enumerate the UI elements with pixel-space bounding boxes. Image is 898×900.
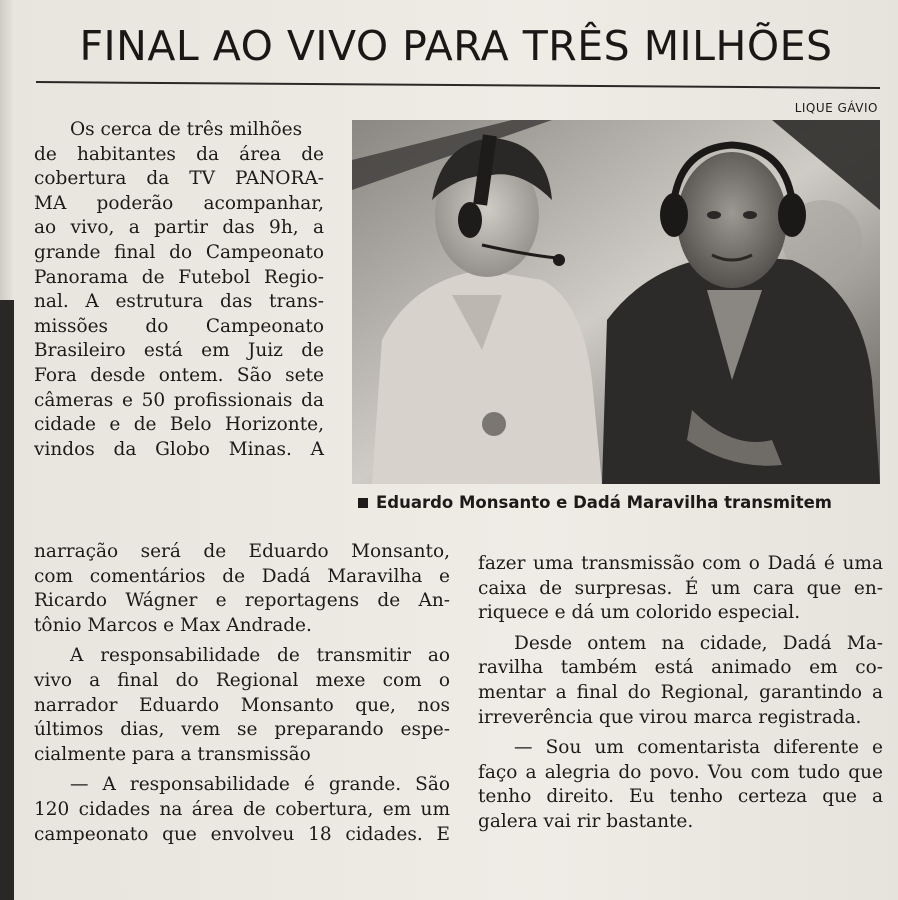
text-line: cobertura da TV PANORA- xyxy=(34,168,324,190)
text-line: Desde ontem na cidade, Dadá Ma- xyxy=(514,632,883,654)
article-column-2 xyxy=(478,552,883,835)
text-line: — Sou um comentarista diferente e xyxy=(514,737,883,759)
text-line: campeonato que envolveu 18 cidades. E xyxy=(34,823,450,845)
text-line: de habitantes da área de xyxy=(34,143,324,165)
text-line: vindos da Globo Minas. A xyxy=(34,438,324,460)
text-line: irreverência que virou marca registrada. xyxy=(478,706,862,728)
text-line: narração será de Eduardo Monsanto, xyxy=(34,541,450,562)
text-line: galera vai rir bastante. xyxy=(478,810,694,832)
text-line: fazer uma transmissão com o Dadá é uma xyxy=(478,553,883,574)
article-column-1-continued xyxy=(34,540,450,847)
caption-text: Eduardo Monsanto e Dadá Maravilha transmitem xyxy=(376,493,832,512)
text-line: narrador Eduardo Monsanto que, nos xyxy=(34,694,450,716)
photo-commentators-image xyxy=(352,120,880,484)
text-line: 120 cidades na área de cobertura, em um xyxy=(34,798,450,820)
text-line: — A responsabilidade é grande. São xyxy=(70,774,450,796)
text-line: A responsabilidade de transmitir ao xyxy=(70,645,450,667)
text-line: cidade e de Belo Horizonte, xyxy=(34,414,324,436)
text-line: mentar a final do Regional, garantindo a xyxy=(478,681,883,703)
headline: FINAL AO VIVO PARA TRÊS MILHÕES xyxy=(79,22,833,70)
news-photo xyxy=(352,120,880,484)
text-line: últimos dias, vem se preparando espe- xyxy=(34,719,450,741)
page-edge-shadow xyxy=(0,300,14,900)
text-line: Os cerca de três milhões xyxy=(70,119,303,140)
text-line: vivo a final do Regional mexe com o xyxy=(34,669,450,691)
text-line: nal. A estrutura das trans- xyxy=(34,291,324,313)
text-line: tônio Marcos e Max Andrade. xyxy=(34,614,312,636)
text-line: missões do Campeonato xyxy=(34,315,324,337)
text-line: cialmente para a transmissão xyxy=(34,743,311,765)
text-line: Fora desde ontem. São sete xyxy=(34,364,324,386)
headline-rule xyxy=(36,81,880,89)
article-column-1 xyxy=(34,118,324,462)
text-line: tenho direito. Eu tenho certeza que a xyxy=(478,786,883,808)
text-line: MA poderão acompanhar, xyxy=(34,192,324,214)
text-line: grande final do Campeonato xyxy=(34,241,324,263)
photo-caption xyxy=(352,493,882,512)
text-line: Panorama de Futebol Regio- xyxy=(34,266,324,288)
text-line: com comentários de Dadá Maravilha e xyxy=(34,565,450,587)
text-line: ao vivo, a partir das 9h, a xyxy=(34,217,324,239)
text-line: Brasileiro está em Juiz de xyxy=(34,340,324,362)
text-line: Ricardo Wágner e reportagens de An- xyxy=(34,590,450,612)
text-line: faço a alegria do povo. Vou com tudo que xyxy=(478,761,883,783)
text-line: ravilha também está animado em co- xyxy=(478,657,883,679)
text-line: caixa de surpresas. É um cara que en- xyxy=(478,577,883,599)
caption-bullet-icon xyxy=(358,498,368,508)
text-line: câmeras e 50 profissionais da xyxy=(34,389,324,411)
photo-credit: LIQUE GÁVIO xyxy=(794,101,878,115)
text-line: riquece e dá um colorido especial. xyxy=(478,602,801,624)
